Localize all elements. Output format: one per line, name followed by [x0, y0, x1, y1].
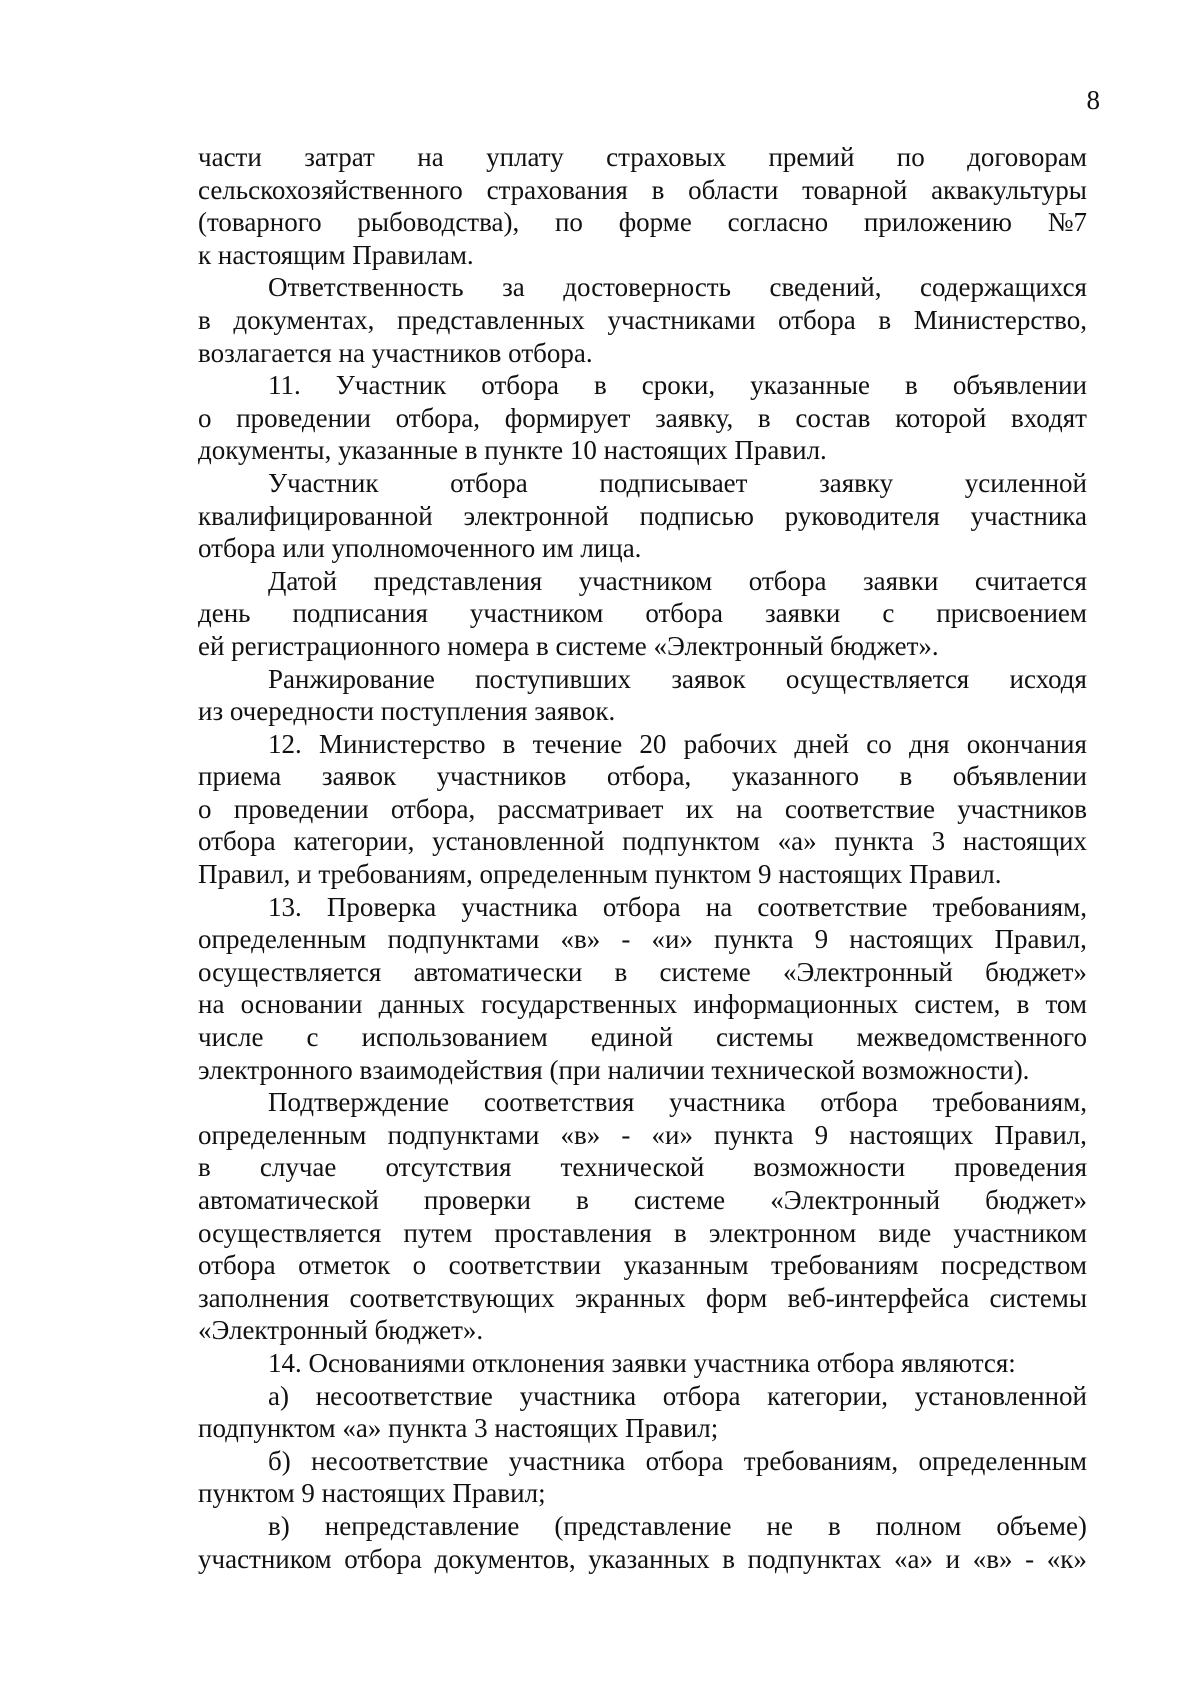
word: соответствие — [757, 891, 908, 922]
word: системы — [716, 1022, 814, 1053]
text-line — [198, 728, 1087, 761]
word: представленных — [397, 304, 585, 335]
word: отметок — [298, 1250, 391, 1281]
word: соответствие — [784, 793, 935, 824]
word: со — [866, 728, 892, 759]
text-line — [198, 271, 1087, 304]
word: установленной — [914, 1380, 1087, 1411]
word: о — [198, 793, 212, 824]
page-number: 8 — [1086, 85, 1100, 115]
text-line — [198, 206, 1087, 239]
word: числе — [198, 1022, 264, 1053]
word: в — [905, 370, 918, 401]
word: определенным — [198, 1119, 367, 1150]
word: 9 — [814, 1119, 829, 1150]
word: объявлении — [952, 761, 1087, 792]
word: категории, — [293, 826, 415, 857]
word: части — [198, 142, 262, 172]
word: по — [554, 207, 583, 238]
word: межведомственного — [856, 1022, 1087, 1053]
word: 20 — [639, 728, 667, 759]
text-line: к настоящим Правилам. — [198, 239, 474, 270]
word: в — [198, 1152, 211, 1183]
word: страхования — [486, 174, 628, 205]
text-line: из очередности поступления заявок. — [198, 696, 616, 727]
word: сельскохозяйственного — [198, 174, 463, 205]
word: соответствующих — [349, 1282, 555, 1313]
word: отбора, — [606, 761, 692, 792]
word: полном — [875, 1510, 962, 1541]
text-line — [198, 793, 1087, 826]
word: документов, — [434, 1543, 576, 1574]
text-line — [198, 1282, 1087, 1315]
word: в — [878, 304, 892, 335]
word: отбора — [198, 1250, 276, 1281]
word: формирует — [504, 402, 631, 433]
word: систем, — [914, 989, 1001, 1020]
text-line: пунктом 9 настоящих Правил; — [198, 1478, 546, 1509]
word: подпунктом — [622, 826, 760, 857]
word: 12. — [268, 728, 302, 759]
paragraph — [198, 1445, 1087, 1510]
word: установленной — [432, 826, 605, 857]
text-line: «Электронный бюджет». — [198, 1315, 484, 1346]
word: возможности — [753, 1152, 906, 1183]
word: приема — [198, 761, 282, 792]
word: в — [827, 1510, 841, 1541]
word: в — [502, 728, 516, 759]
word: не — [766, 1510, 793, 1541]
word: квалифицированной — [198, 500, 433, 531]
word: определенным — [918, 1445, 1087, 1476]
word: 9 — [814, 924, 829, 955]
word: с — [306, 1022, 319, 1053]
text-line — [198, 565, 1087, 598]
word: пункта — [714, 924, 794, 955]
word: отбора — [820, 1087, 898, 1118]
word: содержащихся — [920, 272, 1087, 303]
text-line — [198, 467, 1087, 500]
word: (представление — [554, 1510, 732, 1541]
text-line — [198, 1380, 1087, 1413]
word: за — [502, 272, 525, 303]
text-line — [198, 1086, 1087, 1119]
word: участника — [970, 500, 1087, 531]
word: подписью — [639, 500, 754, 531]
word: о — [198, 402, 212, 433]
text-line — [198, 663, 1087, 696]
word: сведений, — [769, 272, 882, 303]
word: заявок — [671, 663, 746, 694]
word: Министерство, — [913, 304, 1087, 335]
word: осуществляется — [785, 663, 970, 694]
word: на — [736, 793, 763, 824]
word: отбора — [450, 467, 528, 498]
word: премий — [768, 142, 855, 172]
word: которой — [895, 402, 987, 433]
word: №7 — [1047, 207, 1087, 238]
text-line — [198, 1217, 1087, 1250]
text-line — [198, 174, 1087, 207]
word: по — [896, 142, 925, 172]
word: в — [899, 761, 913, 792]
word: 3 — [931, 826, 946, 857]
word: в — [576, 1185, 589, 1215]
word: системы — [989, 1282, 1087, 1313]
word: Участник — [335, 370, 447, 401]
word: на — [417, 142, 444, 172]
word: рассматривает — [497, 793, 664, 824]
word: окончания — [966, 728, 1087, 759]
word: присвоением — [936, 598, 1087, 629]
word: объявлении — [952, 370, 1087, 401]
paragraph — [198, 467, 1087, 565]
word: «а» — [894, 1543, 933, 1574]
word: в) — [268, 1510, 290, 1541]
text-line — [198, 956, 1087, 989]
word: заявку — [819, 467, 894, 498]
paragraph — [198, 1510, 1087, 1575]
word: участником — [198, 1543, 332, 1574]
word: системе — [659, 956, 751, 987]
word: участника — [508, 1445, 626, 1476]
word: заполнения — [198, 1282, 330, 1313]
word: том — [1045, 989, 1087, 1020]
word: в — [594, 370, 607, 401]
word: требованиям — [770, 1250, 919, 1281]
word: документах, — [233, 304, 375, 335]
word: участников — [436, 761, 567, 792]
word: подпунктами — [387, 1119, 540, 1150]
text-line — [198, 141, 1087, 174]
word: отбора, — [395, 402, 481, 433]
word: автоматической — [198, 1185, 379, 1215]
word: проведении — [233, 793, 369, 824]
word: «и» — [651, 1119, 693, 1150]
word: отбора — [645, 1445, 724, 1476]
text-line: отбора или уполномоченного им лица. — [198, 533, 642, 564]
word: участниками — [607, 304, 756, 335]
word: усиленной — [964, 467, 1087, 498]
word: страховых — [606, 142, 727, 172]
word: проведении — [236, 402, 371, 433]
word: осуществляется — [198, 956, 382, 987]
text-line: ей регистрационного номера в системе «Электронный бюджет». — [198, 630, 939, 661]
word: путем — [403, 1217, 473, 1248]
word: заявки — [764, 598, 841, 629]
paragraph — [198, 369, 1087, 467]
word: поступивших — [475, 663, 632, 694]
word: отбора, — [390, 793, 476, 824]
text-line — [198, 597, 1087, 630]
word: аквакультуры — [931, 174, 1087, 205]
text-line: возлагается на участников отбора. — [198, 337, 593, 368]
word: подписывает — [599, 467, 748, 498]
text-line: документы, указанные в пункте 10 настоящих Правил. — [198, 435, 827, 466]
word: виде — [878, 1217, 932, 1248]
word: проставления — [494, 1217, 652, 1248]
paragraph — [198, 728, 1087, 891]
text-line — [198, 1184, 1087, 1217]
paragraph — [198, 1380, 1087, 1445]
word: день — [198, 598, 251, 629]
word: настоящих — [849, 924, 974, 955]
word: «в» — [560, 924, 601, 955]
word: отбора — [344, 1543, 422, 1574]
word: участником — [469, 598, 604, 629]
word: в — [722, 1543, 736, 1574]
paragraph — [198, 141, 1087, 271]
word: отбора — [481, 370, 559, 401]
word: затрат — [304, 142, 375, 172]
word: и — [945, 1543, 961, 1574]
word: участника — [669, 1087, 786, 1118]
word: данных — [378, 989, 465, 1020]
word: бюджет» — [985, 956, 1087, 987]
word: отбора — [778, 304, 856, 335]
word: непредставление — [324, 1510, 520, 1541]
text-line — [198, 1543, 1087, 1576]
word: уплату — [486, 142, 564, 172]
word: Министерство — [318, 728, 486, 759]
word: веб-интерфейса — [787, 1282, 970, 1313]
word: форме — [618, 207, 692, 238]
word: считается — [974, 565, 1087, 596]
word: б) — [268, 1445, 291, 1476]
text-line — [198, 760, 1087, 793]
word: руководителя — [784, 500, 940, 531]
word: с — [882, 598, 895, 629]
text-line — [198, 1249, 1087, 1282]
word: подпунктами — [387, 924, 540, 955]
word: входят — [1011, 402, 1087, 433]
word: участником — [953, 1217, 1087, 1248]
word: течение — [532, 728, 623, 759]
word: в — [673, 1217, 687, 1248]
word: о — [412, 1250, 427, 1281]
word: рыбоводства), — [357, 207, 520, 238]
text-line — [198, 1021, 1087, 1054]
word: дня — [908, 728, 950, 759]
word: на — [705, 891, 733, 922]
word: Ранжирование — [268, 663, 435, 694]
text-line — [198, 369, 1087, 402]
word: - — [1025, 1543, 1035, 1574]
word: требованиям, — [932, 1087, 1087, 1118]
text-line — [198, 1445, 1087, 1478]
word: сроки, — [641, 370, 716, 401]
word: в — [198, 304, 211, 335]
text-line: 14. Основаниями отклонения заявки участника отбора являются: — [268, 1347, 1016, 1378]
word: Датой — [268, 565, 338, 596]
word: основании — [240, 989, 363, 1020]
word: заявку, — [655, 402, 734, 433]
word: экранных — [574, 1282, 686, 1313]
word: приложению — [863, 207, 1012, 238]
word: (товарного — [198, 207, 322, 238]
word: «в» — [560, 1119, 601, 1150]
word: заявки — [862, 565, 939, 596]
word: несоответствие — [315, 1380, 493, 1411]
word: подписания — [292, 598, 428, 629]
text-line: подпунктом «а» пункта 3 настоящих Правил; — [198, 1413, 719, 1444]
word: бюджет» — [985, 1185, 1087, 1215]
word: соответствии — [448, 1250, 602, 1281]
paragraph — [198, 1086, 1087, 1347]
word: дней — [794, 728, 850, 759]
word: заявок — [321, 761, 397, 792]
word: пункта — [714, 1119, 794, 1150]
word: области — [688, 174, 779, 205]
word: использованием — [361, 1022, 548, 1053]
word: Подтверждение — [268, 1087, 450, 1118]
word: участников — [957, 793, 1087, 824]
word: указанные — [750, 370, 870, 401]
word: в — [651, 174, 665, 205]
word: договорам — [967, 142, 1087, 172]
word: в — [614, 956, 628, 987]
word: участника — [461, 891, 578, 922]
text-line — [198, 304, 1087, 337]
word: «Электронный — [783, 956, 953, 987]
word: единой — [590, 1022, 673, 1053]
word: технической — [560, 1152, 705, 1183]
word: участника — [519, 1380, 637, 1411]
word: - — [621, 1119, 631, 1150]
word: «Электронный — [770, 1185, 941, 1215]
word: Ответственность — [268, 272, 464, 303]
word: соответствия — [483, 1087, 635, 1118]
text-line — [198, 1510, 1087, 1543]
text-line — [198, 825, 1087, 858]
word: состав — [795, 402, 871, 433]
word: автоматически — [413, 956, 583, 987]
word: «к» — [1046, 1543, 1087, 1574]
word: достоверность — [563, 272, 731, 303]
text-line — [198, 500, 1087, 533]
word: отбора — [198, 826, 276, 857]
word: отсутствия — [385, 1152, 512, 1183]
word: отбора — [602, 891, 681, 922]
word: в — [1016, 989, 1030, 1020]
word: категории, — [767, 1380, 888, 1411]
text-line — [198, 402, 1087, 435]
word: Участник — [268, 467, 379, 498]
word: отбора — [748, 565, 827, 596]
word: указанных — [588, 1543, 710, 1574]
word: «в» — [972, 1543, 1013, 1574]
word: а) — [268, 1380, 289, 1411]
text-line — [198, 923, 1087, 956]
text-line — [198, 1119, 1087, 1152]
word: «и» — [651, 924, 693, 955]
document-body — [198, 141, 1087, 1575]
word: 13. — [268, 891, 302, 922]
text-line: Правил, и требованиям, определенным пунктом 9 настоящих Правил. — [198, 859, 1002, 890]
word: несоответствие — [311, 1445, 489, 1476]
word: осуществляется — [198, 1217, 382, 1248]
word: указанным — [623, 1250, 749, 1281]
word: проведения — [954, 1152, 1087, 1183]
word: государственных — [481, 989, 678, 1020]
word: форм — [706, 1282, 768, 1313]
word: настоящих — [962, 826, 1087, 857]
word: подпунктах — [747, 1543, 882, 1574]
word: на — [198, 989, 225, 1020]
word: требованиям, — [743, 1445, 899, 1476]
text-line — [198, 988, 1087, 1021]
word: информационных — [693, 989, 899, 1020]
word: представления — [373, 565, 543, 596]
word: Правил, — [994, 1119, 1087, 1150]
word: «а» — [777, 826, 817, 857]
paragraph — [198, 891, 1087, 1087]
word: Правил, — [994, 924, 1087, 955]
paragraph — [198, 663, 1087, 728]
word: объеме) — [996, 1510, 1087, 1541]
word: Проверка — [326, 891, 437, 922]
paragraph — [198, 1347, 1087, 1380]
word: требованиям, — [932, 891, 1087, 922]
word: пункта — [834, 826, 914, 857]
word: в — [757, 402, 771, 433]
word: их — [685, 793, 714, 824]
word: определенным — [198, 924, 367, 955]
word: отбора — [662, 1380, 741, 1411]
paragraph — [198, 271, 1087, 369]
word: системе — [633, 1185, 726, 1215]
word: проверки — [423, 1185, 531, 1215]
word: указанного — [731, 761, 859, 792]
word: 11. — [268, 370, 301, 401]
word: электронной — [463, 500, 609, 531]
text-line — [198, 1151, 1087, 1184]
word: электронном — [708, 1217, 857, 1248]
text-line: электронного взаимодействия (при наличии технической возможности). — [198, 1054, 1030, 1085]
word: товарной — [802, 174, 908, 205]
paragraph — [198, 565, 1087, 663]
word: случае — [259, 1152, 337, 1183]
word: согласно — [727, 207, 829, 238]
word: участником — [578, 565, 713, 596]
text-line — [198, 891, 1087, 924]
word: настоящих — [849, 1119, 974, 1150]
word: исходя — [1009, 663, 1087, 694]
word: - — [621, 924, 631, 955]
word: рабочих — [683, 728, 778, 759]
word: посредством — [941, 1250, 1087, 1281]
word: отбора — [645, 598, 724, 629]
